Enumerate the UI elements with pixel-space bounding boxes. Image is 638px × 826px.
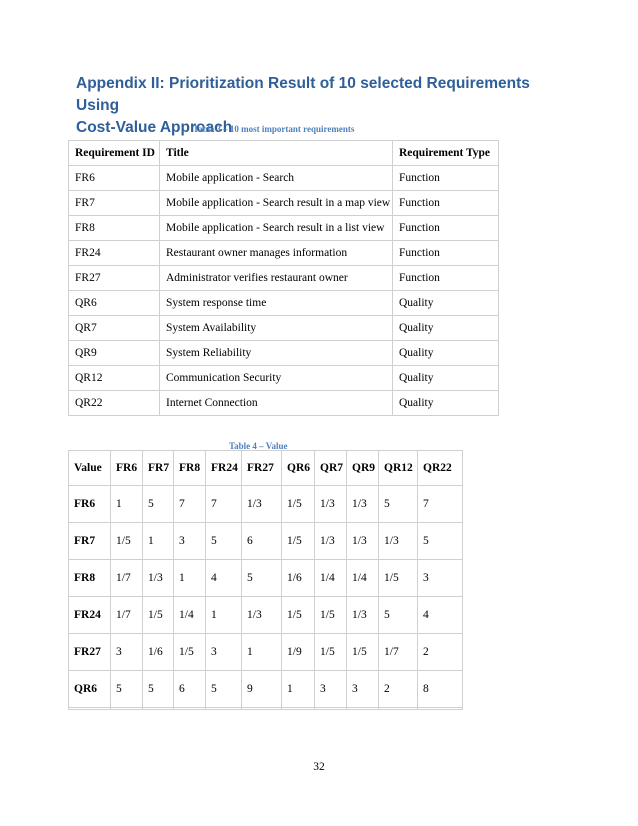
requirement-id-cell: FR27	[69, 266, 160, 291]
requirement-id-cell: QR12	[69, 366, 160, 391]
value-cell: 1/5	[282, 523, 315, 560]
requirements-table	[68, 140, 499, 416]
requirement-type-cell: Quality	[393, 341, 499, 366]
value-cell: 5	[206, 523, 242, 560]
value-cell: 1/6	[282, 560, 315, 597]
value-cell: 1/3	[242, 597, 282, 634]
value-cell: 1/3	[315, 523, 347, 560]
row-label-cell: FR7	[69, 523, 111, 560]
requirement-title-cell: System response time	[160, 291, 393, 316]
table-row	[69, 523, 463, 560]
value-cell: 1	[143, 523, 174, 560]
value-cell: 1	[174, 560, 206, 597]
header-fr7: FR7	[143, 451, 174, 486]
value-cell: 5	[379, 597, 418, 634]
requirement-title-cell: Communication Security	[160, 366, 393, 391]
value-cell: 1/7	[111, 560, 143, 597]
value-cell: 7	[174, 486, 206, 523]
value-cell: 1/3	[242, 486, 282, 523]
value-cell: 1/3	[315, 486, 347, 523]
value-cell: 6	[174, 671, 206, 708]
value-cell: 1/5	[143, 597, 174, 634]
table-row	[69, 391, 499, 416]
value-cell: 1/4	[347, 560, 379, 597]
value-cell: 7	[206, 486, 242, 523]
header-value: Value	[69, 451, 111, 486]
table-3-caption: Table 3 – 10 most important requirements	[193, 124, 355, 134]
value-cell: 1/7	[111, 597, 143, 634]
value-cell: 1	[242, 634, 282, 671]
header-fr8: FR8	[174, 451, 206, 486]
header-title: Title	[160, 141, 393, 166]
header-requirement-id: Requirement ID	[69, 141, 160, 166]
requirement-title-cell: Mobile application - Search result in a map view	[160, 191, 393, 216]
table-row	[69, 366, 499, 391]
value-cell: 3	[206, 634, 242, 671]
value-cell: 3	[315, 671, 347, 708]
value-cell: 4	[418, 597, 463, 634]
requirement-title-cell: Internet Connection	[160, 391, 393, 416]
value-cell: 4	[206, 560, 242, 597]
requirement-type-cell: Quality	[393, 291, 499, 316]
header-qr6: QR6	[282, 451, 315, 486]
requirement-type-cell: Quality	[393, 391, 499, 416]
header-fr27: FR27	[242, 451, 282, 486]
requirement-type-cell: Quality	[393, 316, 499, 341]
requirement-id-cell: QR6	[69, 291, 160, 316]
value-cell: 5	[418, 523, 463, 560]
table-row	[69, 266, 499, 291]
value-cell: 2	[418, 634, 463, 671]
table-row	[69, 560, 463, 597]
header-requirement-type: Requirement Type	[393, 141, 499, 166]
value-cell: 2	[379, 671, 418, 708]
requirement-type-cell: Function	[393, 241, 499, 266]
value-cell: 1/5	[282, 597, 315, 634]
row-label-cell: FR8	[69, 560, 111, 597]
requirement-id-cell: FR6	[69, 166, 160, 191]
value-cell: 1/3	[347, 597, 379, 634]
value-cell: 1/5	[282, 486, 315, 523]
table-row	[69, 486, 463, 523]
table-row	[69, 216, 499, 241]
requirement-title-cell: Administrator verifies restaurant owner	[160, 266, 393, 291]
value-cell: 3	[174, 523, 206, 560]
header-fr24: FR24	[206, 451, 242, 486]
requirement-id-cell: FR7	[69, 191, 160, 216]
header-qr22: QR22	[418, 451, 463, 486]
requirement-type-cell: Function	[393, 166, 499, 191]
value-cell: 1	[111, 486, 143, 523]
value-cell: 1/6	[143, 634, 174, 671]
value-cell: 1/7	[379, 634, 418, 671]
value-cell: 3	[347, 671, 379, 708]
requirement-type-cell: Quality	[393, 366, 499, 391]
value-cell: 1/3	[347, 486, 379, 523]
requirement-title-cell: Restaurant owner manages information	[160, 241, 393, 266]
requirement-id-cell: FR8	[69, 216, 160, 241]
row-label-cell: FR27	[69, 634, 111, 671]
value-cell: 1/4	[174, 597, 206, 634]
value-cell: 3	[111, 634, 143, 671]
requirements-header-row	[69, 141, 499, 166]
appendix-heading-line-1: Appendix II: Prioritization Result of 10 selected Requirements Using	[76, 75, 530, 114]
value-cell: 1/3	[347, 523, 379, 560]
value-cell: 6	[242, 523, 282, 560]
value-cell: 1/9	[282, 634, 315, 671]
requirement-id-cell: QR22	[69, 391, 160, 416]
row-label-cell: FR24	[69, 597, 111, 634]
header-qr9: QR9	[347, 451, 379, 486]
value-cell: 1	[282, 671, 315, 708]
value-cell: 1/5	[379, 560, 418, 597]
requirement-title-cell: Mobile application - Search result in a list view	[160, 216, 393, 241]
value-cell: 5	[111, 671, 143, 708]
value-cell: 5	[206, 671, 242, 708]
table-row	[69, 597, 463, 634]
row-label-cell: FR6	[69, 486, 111, 523]
requirement-id-cell: QR7	[69, 316, 160, 341]
table-row	[69, 671, 463, 708]
appendix-heading-line-2: Cost-Value Approach	[76, 119, 233, 136]
table-4-caption: Table 4 – Value	[229, 441, 288, 451]
value-cell: 1/5	[315, 597, 347, 634]
value-cell: 1/3	[379, 523, 418, 560]
header-fr6: FR6	[111, 451, 143, 486]
requirement-type-cell: Function	[393, 266, 499, 291]
table-row	[69, 341, 499, 366]
requirement-title-cell: System Reliability	[160, 341, 393, 366]
row-label-cell: QR6	[69, 671, 111, 708]
table-continuation-edge	[69, 708, 463, 710]
value-cell: 1/3	[143, 560, 174, 597]
table-row	[69, 191, 499, 216]
value-cell: 5	[242, 560, 282, 597]
header-qr12: QR12	[379, 451, 418, 486]
requirement-title-cell: Mobile application - Search	[160, 166, 393, 191]
header-qr7: QR7	[315, 451, 347, 486]
table-row	[69, 291, 499, 316]
requirement-type-cell: Function	[393, 191, 499, 216]
table-row	[69, 241, 499, 266]
value-cell: 5	[143, 486, 174, 523]
value-header-row	[69, 451, 463, 486]
value-cell: 1/4	[315, 560, 347, 597]
requirement-id-cell: QR9	[69, 341, 160, 366]
table-row	[69, 166, 499, 191]
value-cell: 5	[143, 671, 174, 708]
value-cell: 1/5	[111, 523, 143, 560]
value-cell: 7	[418, 486, 463, 523]
requirement-id-cell: FR24	[69, 241, 160, 266]
value-cell: 8	[418, 671, 463, 708]
value-cell: 5	[379, 486, 418, 523]
requirement-title-cell: System Availability	[160, 316, 393, 341]
value-cell: 1	[206, 597, 242, 634]
value-cell: 3	[418, 560, 463, 597]
table-row	[69, 634, 463, 671]
value-cell: 1/5	[347, 634, 379, 671]
value-cell: 9	[242, 671, 282, 708]
value-cell: 1/5	[174, 634, 206, 671]
value-matrix-table	[68, 450, 463, 710]
table-row	[69, 316, 499, 341]
requirement-type-cell: Function	[393, 216, 499, 241]
value-cell: 1/5	[315, 634, 347, 671]
page-number: 32	[313, 761, 325, 773]
